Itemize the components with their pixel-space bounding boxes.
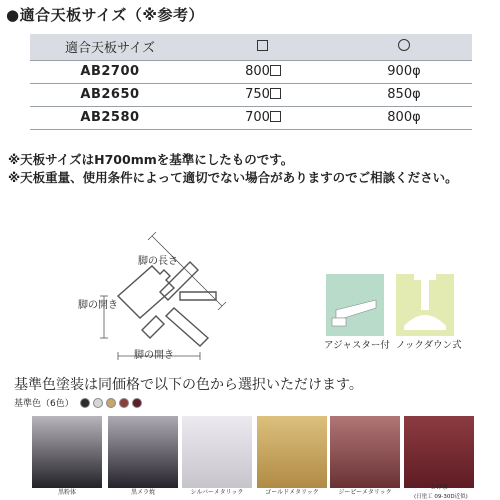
note-base-height: ※天板サイズはH700mmを基準にしたものです。 xyxy=(8,152,294,167)
leg-length-label: 脚の長さ xyxy=(138,256,178,267)
adjuster-type-image xyxy=(326,274,384,336)
square-icon xyxy=(270,65,281,76)
color-dot-silver xyxy=(93,398,103,408)
color-dot-black xyxy=(80,398,90,408)
swatch-label: ジーピーメタリック xyxy=(338,489,392,496)
square-size-value: 750 xyxy=(245,87,270,102)
circle-size-cell: 850φ xyxy=(336,83,472,106)
knockdown-type-label: ノックダウン式 xyxy=(396,340,462,351)
square-size-value: 800 xyxy=(245,64,270,79)
swatch-label: 黒粉体 xyxy=(57,489,76,496)
circle-icon xyxy=(398,39,410,51)
swatch-label: こげ茶 xyxy=(429,484,448,491)
square-size-value: 700 xyxy=(245,110,270,125)
standard-colors-label: 基準色（6色） xyxy=(14,399,74,409)
leg-spread-side-label: 脚の開き xyxy=(78,300,118,311)
color-dot-gold xyxy=(106,398,116,408)
table-row xyxy=(30,60,472,83)
table-row xyxy=(30,106,472,129)
swatch-dark-brown xyxy=(404,416,474,488)
paint-heading: 基準色塗装は同価格で以下の色から選択いただけます。 xyxy=(14,377,363,393)
model-cell: AB2580 xyxy=(30,106,190,129)
swatch-label: シルバーメタリック xyxy=(190,489,244,496)
square-icon xyxy=(257,40,268,51)
color-dot-brown xyxy=(132,398,142,408)
note-consult: ※天板重量、使用条件によって適切でない場合がありますのでご相談ください。 xyxy=(8,170,458,185)
swatch-note: (日塗工 09-30D近似) xyxy=(414,494,468,500)
model-cell: AB2650 xyxy=(30,83,190,106)
swatch-silver-metallic xyxy=(182,416,252,488)
swatch-label: ゴールドメタリック xyxy=(265,489,319,496)
table-row xyxy=(30,83,472,106)
circle-size-cell: 800φ xyxy=(336,106,472,129)
swatch-gold-metallic xyxy=(257,416,327,488)
model-cell: AB2700 xyxy=(30,60,190,83)
swatch-label: 黒メラ焼 xyxy=(130,489,155,496)
knockdown-type-image xyxy=(396,274,454,336)
leg-diagram xyxy=(80,226,280,376)
knockdown-icon xyxy=(396,274,454,336)
swatch-black-powder xyxy=(32,416,102,488)
section-title: ●適合天板サイズ（※参考） xyxy=(6,6,204,24)
circle-size-cell: 900φ xyxy=(336,60,472,83)
square-icon xyxy=(270,111,281,122)
square-size-cell xyxy=(190,83,336,106)
header-square xyxy=(190,34,336,60)
header-size: 適合天板サイズ xyxy=(30,34,190,60)
header-circle xyxy=(336,34,472,60)
adjuster-type-label: アジャスター付 xyxy=(324,340,390,351)
leg-spread-bottom-label: 脚の開き xyxy=(134,350,174,361)
standard-colors-row xyxy=(14,396,145,409)
square-icon xyxy=(270,88,281,99)
swatch-gp-metallic xyxy=(330,416,400,488)
size-table xyxy=(30,34,472,130)
color-dot-red xyxy=(119,398,129,408)
swatch-black-melamine xyxy=(108,416,178,488)
square-size-cell xyxy=(190,60,336,83)
adjuster-icon xyxy=(326,274,384,336)
square-size-cell xyxy=(190,106,336,129)
table-header-row xyxy=(30,34,472,60)
